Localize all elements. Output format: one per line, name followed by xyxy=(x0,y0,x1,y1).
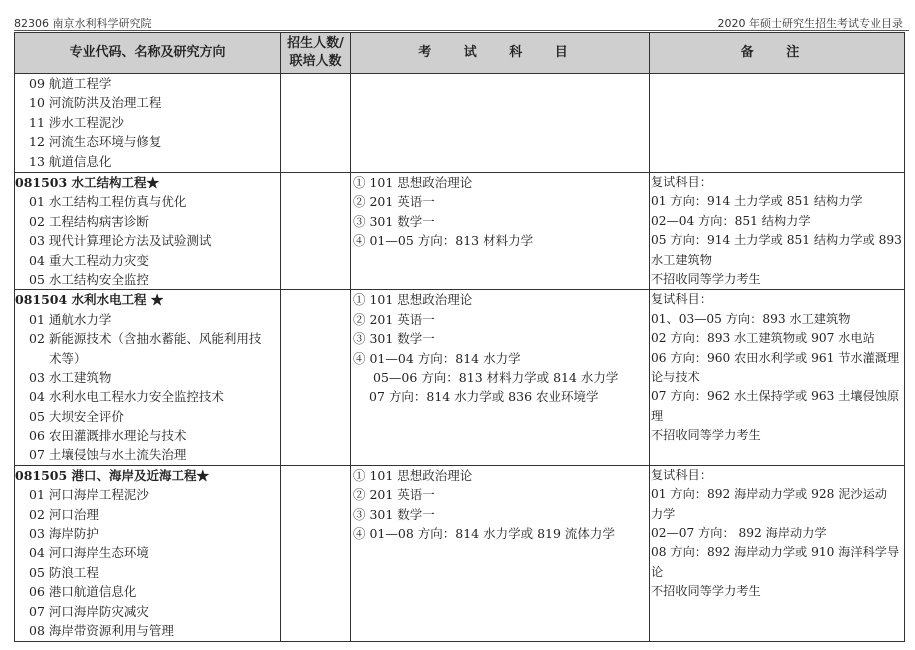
direction-item: 11 涉水工程泥沙 xyxy=(29,114,124,130)
header-quota-line2: 联培人数 xyxy=(289,54,342,69)
header-row xyxy=(15,33,905,74)
direction-item: 05 大坝安全评价 xyxy=(29,408,124,424)
exams-cell xyxy=(351,465,650,641)
major-cell xyxy=(15,465,281,641)
note-line: 论与技术 xyxy=(651,369,700,384)
exam-subject-continued: 05—06 方向：813 材料力学或 814 水力学 xyxy=(373,369,619,385)
table-row xyxy=(15,465,905,641)
exam-subject: ② 201 英语一 xyxy=(353,487,435,503)
direction-item: 02 新能源技术（含抽水蓄能、风能利用技 xyxy=(29,331,262,347)
direction-item: 01 通航水力学 xyxy=(29,311,112,327)
direction-item: 06 农田灌溉排水理论与技术 xyxy=(29,428,187,444)
direction-item: 03 水工建筑物 xyxy=(29,369,112,385)
direction-item: 01 水工结构工程仿真与优化 xyxy=(29,194,187,210)
note-line: 07 方向：962 水土保持学或 963 土壤侵蚀原 xyxy=(651,389,900,404)
exam-subject: ① 101 思想政治理论 xyxy=(353,467,473,483)
major-title: 081503 水工结构工程★ xyxy=(15,175,160,190)
note-line: 05 方向：914 土力学或 851 结构力学或 893 xyxy=(651,233,902,248)
note-line: 02—07 方向： 892 海岸动力学 xyxy=(651,526,827,541)
notes-cell xyxy=(650,290,905,466)
direction-item: 02 工程结构病害诊断 xyxy=(29,213,149,229)
notes-cell xyxy=(650,173,905,290)
direction-item: 06 港口航道信息化 xyxy=(29,584,137,600)
note-line: 06 方向：960 农田水利学或 961 节水灌溉理 xyxy=(651,350,900,365)
note-line: 复试科目： xyxy=(651,175,712,189)
direction-item: 12 河流生态环境与修复 xyxy=(29,134,162,150)
table-row xyxy=(15,74,905,173)
note-line: 复试科目： xyxy=(651,292,712,307)
note-line: 01、03—05 方向：893 水工建筑物 xyxy=(651,311,851,326)
direction-item: 03 海岸防护 xyxy=(29,526,99,542)
note-line: 复试科目： xyxy=(651,467,712,482)
quota-cell xyxy=(281,290,351,466)
exam-subject-continued: 07 方向：814 水力学或 836 农业环境学 xyxy=(369,389,599,405)
note-line: 02—04 方向：851 结构力学 xyxy=(651,213,811,228)
note-line: 08 方向：892 海岸动力学或 910 海洋科学导 xyxy=(651,545,900,560)
direction-item: 13 航道信息化 xyxy=(29,153,112,169)
exam-subject: ① 101 思想政治理论 xyxy=(353,175,473,190)
note-line: 论 xyxy=(651,564,664,579)
exam-subject: ② 201 英语一 xyxy=(353,311,435,327)
exam-subject: ① 101 思想政治理论 xyxy=(353,292,473,308)
header-notes: 备 注 xyxy=(650,33,905,74)
direction-item-continued: 术等） xyxy=(49,350,87,366)
direction-item: 08 海岸带资源利用与管理 xyxy=(29,622,174,638)
exams-cell xyxy=(351,290,650,466)
direction-item: 05 防浪工程 xyxy=(29,564,99,580)
quota-cell xyxy=(281,173,351,290)
direction-item: 02 河口治理 xyxy=(29,506,99,522)
header-major: 专业代码、名称及研究方向 xyxy=(15,33,281,74)
note-line: 力学 xyxy=(651,506,676,521)
exam-subject: ② 201 英语一 xyxy=(353,194,435,210)
header-quota-line1: 招生人数/ xyxy=(287,36,344,51)
direction-item: 07 河口海岸防灾减灾 xyxy=(29,603,149,619)
note-line: 02 方向：893 水工建筑物或 907 水电站 xyxy=(651,331,875,346)
direction-item: 05 水工结构安全监控 xyxy=(29,271,149,287)
note-line: 不招收同等学力考生 xyxy=(651,584,761,599)
direction-item: 04 河口海岸生态环境 xyxy=(29,545,149,561)
header-rule xyxy=(14,30,909,31)
exam-subject: ③ 301 数学一 xyxy=(353,506,435,522)
direction-item: 01 河口海岸工程泥沙 xyxy=(29,487,149,503)
exams-cell xyxy=(351,74,650,173)
table-row xyxy=(15,173,905,290)
exam-subject: ④ 01—05 方向：813 材料力学 xyxy=(353,233,534,249)
direction-item: 07 土壤侵蚀与水土流失治理 xyxy=(29,447,187,463)
exam-subject: ③ 301 数学一 xyxy=(353,213,435,229)
major-cell xyxy=(15,173,281,290)
notes-cell xyxy=(650,74,905,173)
direction-item: 04 重大工程动力灾变 xyxy=(29,252,149,268)
catalog-title: 2020 年硕士研究生招生考试专业目录 xyxy=(717,17,903,30)
header-quota xyxy=(281,33,351,74)
major-cell xyxy=(15,290,281,466)
quota-cell xyxy=(281,74,351,173)
note-line: 01 方向：892 海岸动力学或 928 泥沙运动 xyxy=(651,487,887,502)
major-cell xyxy=(15,74,281,173)
notes-cell xyxy=(650,465,905,641)
note-line: 01 方向：914 土力学或 851 结构力学 xyxy=(651,194,863,209)
note-line: 不招收同等学力考生 xyxy=(651,271,761,286)
note-line: 不招收同等学力考生 xyxy=(651,428,761,443)
note-line: 理 xyxy=(651,408,664,423)
page-header xyxy=(14,12,903,30)
major-title: 081505 港口、海岸及近海工程★ xyxy=(15,467,210,483)
header-exams: 考 试 科 目 xyxy=(351,33,650,74)
direction-item: 03 现代计算理论方法及试验测试 xyxy=(29,233,212,249)
institution-code-name: 82306 南京水利科学研究院 xyxy=(14,17,152,30)
exam-subject: ③ 301 数学一 xyxy=(353,331,435,347)
exam-subject: ④ 01—08 方向：814 水力学或 819 流体力学 xyxy=(353,526,615,542)
table-row xyxy=(15,290,905,466)
direction-item: 10 河流防洪及治理工程 xyxy=(29,95,162,111)
major-title: 081504 水利水电工程 ★ xyxy=(15,292,164,308)
note-line: 水工建筑物 xyxy=(651,252,712,267)
exams-cell xyxy=(351,173,650,290)
direction-item: 04 水利水电工程水力安全监控技术 xyxy=(29,389,224,405)
quota-cell xyxy=(281,465,351,641)
major-catalog-table xyxy=(14,32,905,642)
direction-item: 09 航道工程学 xyxy=(29,76,112,91)
exam-subject: ④ 01—04 方向：814 水力学 xyxy=(353,350,521,366)
